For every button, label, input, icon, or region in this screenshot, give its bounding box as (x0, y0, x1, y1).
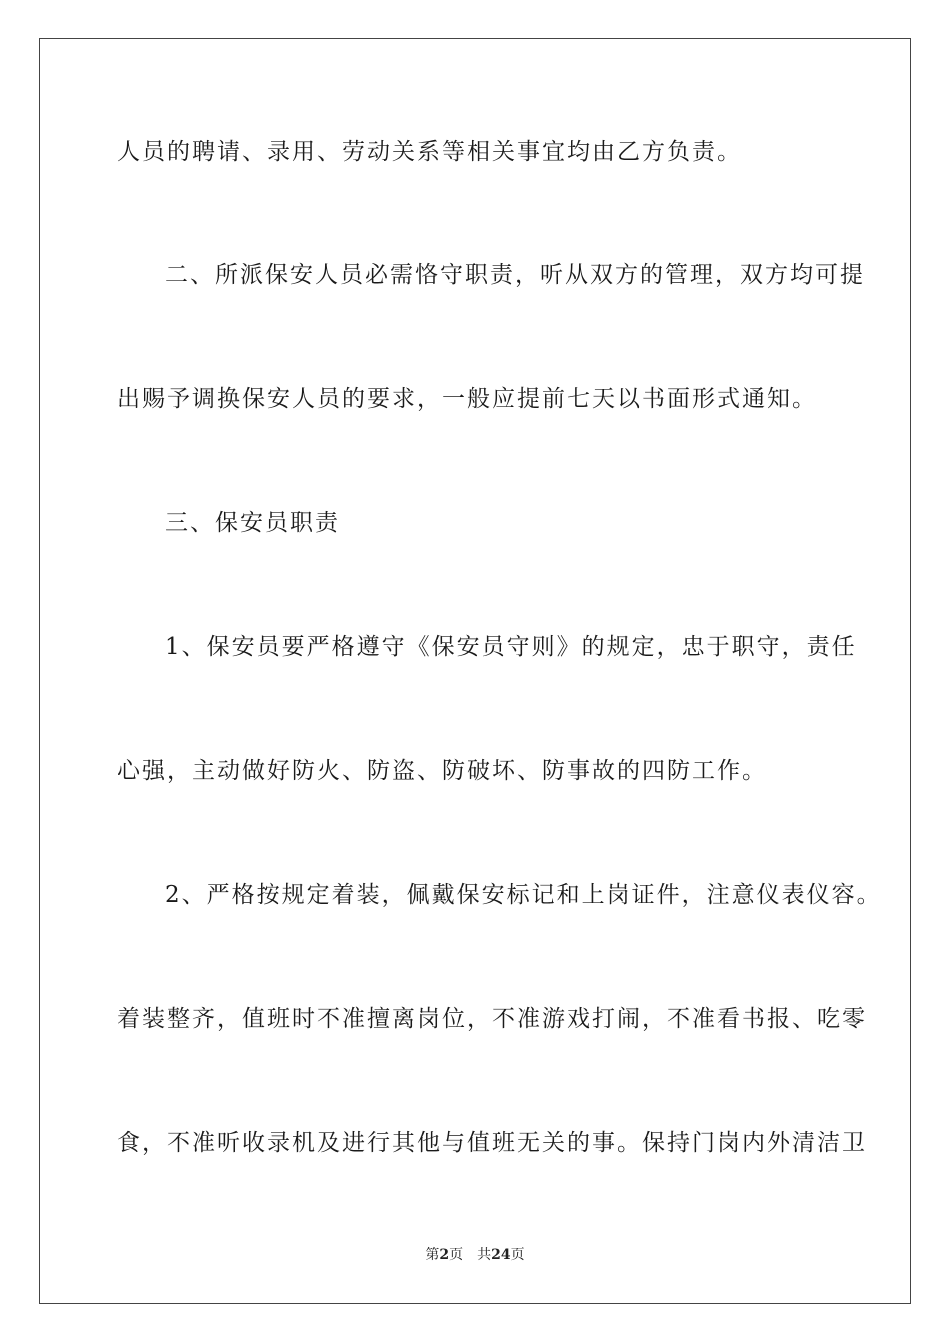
paragraph-line-9: 食，不准听收录机及进行其他与值班无关的事。保持门岗内外清洁卫 (117, 1130, 867, 1156)
paragraph-line-6: 心强，主动做好防火、防盗、防破坏、防事故的四防工作。 (117, 758, 767, 784)
paragraph-line-5: 1、保安员要严格遵守《保安员守则》的规定，忠于职守，责任 (165, 634, 857, 660)
paragraph-line-1: 人员的聘请、录用、劳动关系等相关事宜均由乙方负责。 (117, 139, 742, 165)
footer-page-suffix: 页 (449, 1247, 464, 1263)
footer-current-page: 2 (439, 1247, 450, 1263)
page-footer (0, 1246, 950, 1264)
paragraph-line-8: 着装整齐，值班时不准擅离岗位，不准游戏打闹，不准看书报、吃零 (117, 1006, 867, 1032)
section-heading: 三、保安员职责 (165, 510, 340, 536)
footer-total-suffix: 页 (510, 1247, 525, 1263)
paragraph-line-2: 二、所派保安人员必需恪守职责，听从双方的管理，双方均可提 (165, 262, 865, 288)
footer-page-prefix: 第 (425, 1247, 440, 1263)
footer-total-pages: 24 (491, 1247, 511, 1263)
paragraph-line-3: 出赐予调换保安人员的要求，一般应提前七天以书面形式通知。 (117, 386, 817, 412)
page-border (39, 38, 911, 1304)
paragraph-line-7: 2、严格按规定着装，佩戴保安标记和上岗证件，注意仪表仪容。 (165, 882, 882, 908)
footer-total-prefix: 共 (477, 1247, 492, 1263)
